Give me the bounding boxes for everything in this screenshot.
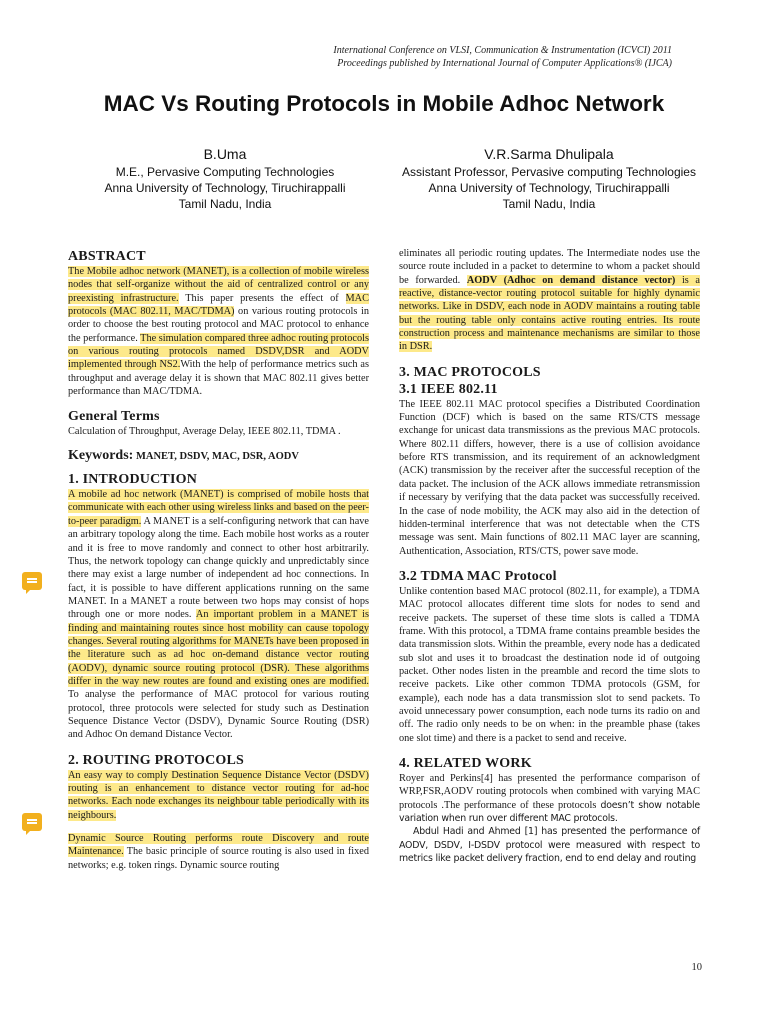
paper-title: MAC Vs Routing Protocols in Mobile Adhoc Network <box>103 91 665 116</box>
mac-heading: 3. MAC PROTOCOLS <box>399 364 541 380</box>
author-university: Anna University of Technology, Tiruchirappalli <box>428 181 670 195</box>
routing-text-2: Dynamic Source Routing performs route Discovery and route Maintenance. The basic principle of source routing is also used in fixed networks; e.g. token rings. Dynamic source routing <box>68 833 369 871</box>
abstract-heading: ABSTRACT <box>68 249 146 264</box>
comment-icon[interactable] <box>22 813 42 831</box>
highlight[interactable]: The simulation compared three adhoc routing protocols on various routing protocols named DSDV,DSR and AODV implemented through NS2. <box>68 332 369 371</box>
author-affiliation: M.E., Pervasive Computing Technologies <box>115 165 335 179</box>
tdma-text: Unlike contention based MAC protocol (802.11, for example), a TDMA MAC protocol allocates different time slots for nodes to send and receive packets. The superset of these time slots is called a TDMA frame. With this protocol, a TDMA frame contains preamble besides the data transmission slots. Within the preamble, every node has a dedicated sub slot and uses it to broadcast the destination node id of outgoing packet. Other nodes listen in the preamble and record the time slots to receive packets. Like other common TDMA protocols (GSM, for example), each node has a data transmission slot to send packets. To avoid unnecessary power consumption, each node turns its radio on and off. The radio only needs to be on when: in the preamble phase (takes one slot time) and there is a packet to send and receive. <box>399 585 700 744</box>
highlight[interactable]: Dynamic Source Routing performs route Discovery and route Maintenance. <box>68 833 369 858</box>
author-block-1 <box>60 146 390 212</box>
highlight[interactable]: MAC protocols (MAC 802.11, MAC/TDMA) <box>68 292 369 318</box>
author-location: Tamil Nadu, India <box>502 197 596 211</box>
introduction-heading: 1. INTRODUCTION <box>68 472 198 488</box>
related-work-text-2: Abdul Hadi and Ahmed [1] has presented the performance of AODV, DSDV, I-DSDV protocol were measured with respect to metrics like packet delivery fraction, end to end delay and routing <box>399 826 700 865</box>
ieee-80211-text: The IEEE 802.11 MAC protocol specifies a Distributed Coordination Function (DCF) which is based on the same RTS/CTS message exchange for unicast data transmissions as the previous MAC protocols. Where 802.11 differs, however, there is a use of collision avoidance before RTS transmission, and its requirement of an acknowledgment (ACK) transmission by the receiver after the successful reception of the data packet. The inclusion of the ACK allows immediate retransmission if necessary by verifying that the data packet was successfully received. In the case of node mobility, the ACK may also aid in the detection of hidden-terminal interference that was not detectable when the CTS message was sent. Main functions of 802.11 MAC layer are scanning, Authentication, Association, RTS/CTS, power save mode. <box>399 398 700 557</box>
tdma-subheading: 3.2 TDMA MAC Protocol <box>399 568 557 584</box>
keywords <box>68 449 369 463</box>
author-block-2 <box>384 146 714 212</box>
routing-continued-text: eliminates all periodic routing updates. The Intermediate nodes use the source route included in a packet to determine to whom a packet should be forwarded. AODV (Adhoc on demand distance vector) is a reactive, distance-vector routing protocol suitable for highly dynamic networks. Like in DSDV, each node in AODV maintains a routing table but the routing table only contains active routing entries. Its route construction process and maintenance mechanisms are similar to those in DSR. <box>399 248 700 353</box>
conference-line-1: International Conference on VLSI, Communication & Instrumentation (ICVCI) 2011 <box>333 45 672 56</box>
routing-text-1 <box>68 769 369 822</box>
highlight[interactable]: An easy way to comply Destination Sequence Distance Vector (DSDV) routing is an enhancement to distance vector routing for ad-hoc networks. Each node exchanges its neighbour table periodically with its neighbours. <box>68 769 369 821</box>
general-terms-text: Calculation of Throughput, Average Delay, IEEE 802.11, TDMA . <box>68 426 341 438</box>
related-work-text-1: Royer and Perkins[4] has presented the performance comparison of WRP,FSR,AODV routing protocols when combined with varying MAC protocols .The performance of these protocols doesn’t show notable variation when run over different MAC protocols. <box>399 773 700 825</box>
author-location: Tamil Nadu, India <box>178 197 272 211</box>
abstract-text: The Mobile adhoc network (MANET), is a collection of mobile wireless nodes that self-organize without the aid of centralized control or any preexisting infrastructure. This paper presents the effect of MAC protocols (MAC 802.11, MAC/TDMA) on various routing protocols in order to choose the best routing protocol and MAC protocol to enhance the performance. The simulation compared three adhoc routing protocols on various routing protocols named DSDV,DSR and AODV implemented through NS2.With the help of performance metrics such as throughput and average delay it is shown that MAC 802.11 gives better performance than MAC/TDMA. <box>68 266 369 398</box>
conference-line-2: Proceedings published by International Journal of Computer Applications® (IJCA) <box>337 58 672 69</box>
highlight[interactable]: AODV (Adhoc on demand distance vector) <box>466 274 676 286</box>
keywords-text: MANET, DSDV, MAC, DSR, AODV <box>133 450 299 462</box>
introduction-text: A mobile ad hoc network (MANET) is comprised of mobile hosts that communicate with each other using wireless links and based on the peer-to-peer paradigm. A MANET is a self-configuring network that can have an arbitrary topology along the time. Each mobile host works as a router and it is free to move randomly and connect to other host arbitrarily. Thus, the network topology can change quickly and unpredictably since there may exist a large number of independent ad hoc connections. In fact, it is possible to have different applications running on the same MANET. In a MANET a route between two hops may consist of hops through one or more nodes. An important problem in a MANET is finding and maintaining routes since host mobility can cause topology changes. Several routing algorithms for MANETs have been proposed in the literature such as ad hoc on-demand distance vector routing (AODV), dynamic source routing protocol (DSR). These algorithms differ in the way new routes are found and existing ones are modified. To analyse the performance of MAC protocol for various routing protocol, three protocols were selected for study such as Destination Sequence Distance Vector (DSDV), Dynamic Source Routing (DSR) and Adhoc On demand Distance Vector. <box>68 489 369 741</box>
routing-heading: 2. ROUTING PROTOCOLS <box>68 752 245 768</box>
comment-icon[interactable] <box>22 572 42 590</box>
related-work-heading: 4. RELATED WORK <box>399 756 532 771</box>
ieee-80211-subheading: 3.1 IEEE 802.11 <box>399 381 498 397</box>
right-column <box>399 247 700 865</box>
keywords-label: Keywords: <box>68 447 134 463</box>
highlight[interactable]: A mobile ad hoc network (MANET) is comprised of mobile hosts that communicate with each other using wireless links and based on the peer-to-peer paradigm. <box>68 489 369 527</box>
highlight[interactable]: is a reactive, distance-vector routing protocol suitable for highly dynamic networks. Like in DSDV, each node in AODV maintains a routing table but the routing table only contains active routing entries. Its route construction process and maintenance mechanisms are similar to those in DSR. <box>399 274 700 353</box>
conference-header <box>260 44 672 70</box>
general-terms-heading: General Terms <box>68 409 160 425</box>
author-affiliation: Assistant Professor, Pervasive computing Technologies <box>402 165 696 179</box>
left-column <box>68 248 369 872</box>
highlight[interactable]: The Mobile adhoc network (MANET), is a collection of mobile wireless nodes that self-organize without the aid of centralized control or any preexisting infrastructure. <box>68 266 369 304</box>
highlight[interactable]: An important problem in a MANET is finding and maintaining routes since host mobility can cause topology changes. Several routing algorithms for MANETs have been proposed in the literature such as ad hoc on-demand distance vector routing (AODV), dynamic source routing protocol (DSR). These algorithms differ in the way new routes are found and existing ones are modified. <box>68 609 369 687</box>
page-number: 10 <box>691 962 702 973</box>
author-name: B.Uma <box>203 146 247 162</box>
author-name: V.R.Sarma Dhulipala <box>484 146 614 162</box>
author-university: Anna University of Technology, Tiruchirappalli <box>104 181 346 195</box>
